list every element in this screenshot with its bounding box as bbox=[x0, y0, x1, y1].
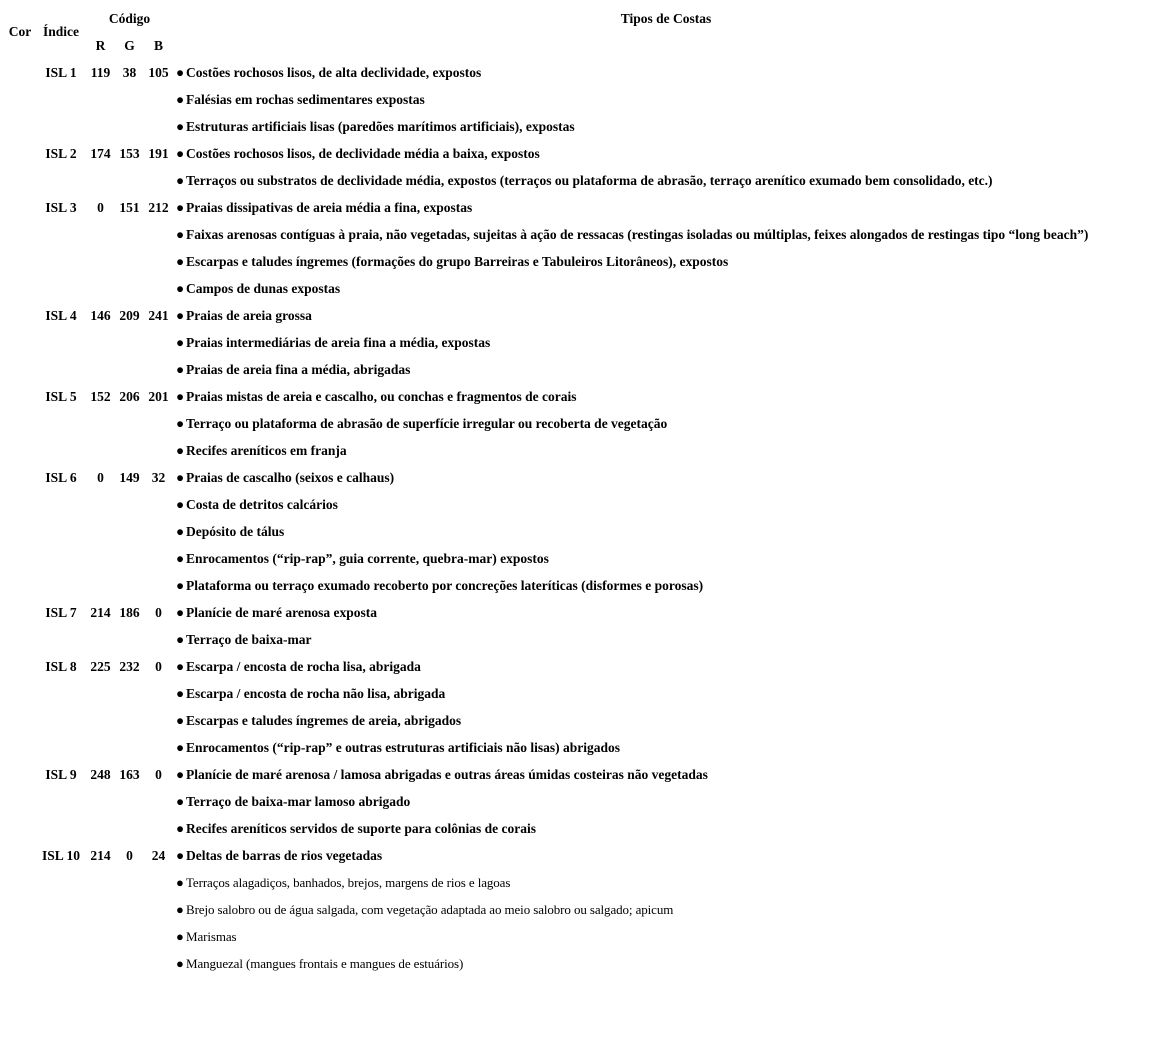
table-row bbox=[4, 761, 1159, 788]
coast-type-item bbox=[173, 194, 1159, 221]
coast-type-item bbox=[173, 626, 1159, 653]
bullet-icon: ● bbox=[176, 469, 185, 485]
isl-index: ISL 5 bbox=[45, 388, 77, 404]
coast-type-item bbox=[173, 545, 1159, 572]
empty-cell bbox=[115, 626, 144, 653]
coast-type-item bbox=[173, 491, 1159, 518]
table-row bbox=[4, 329, 1159, 356]
coast-type-text: Marismas bbox=[186, 928, 237, 944]
table-row bbox=[4, 410, 1159, 437]
isl-index: ISL 10 bbox=[42, 847, 80, 863]
empty-cell bbox=[115, 113, 144, 140]
empty-cell bbox=[86, 734, 115, 761]
isl-index: ISL 7 bbox=[45, 604, 77, 620]
coast-type-text: Recifes areníticos em franja bbox=[186, 442, 347, 458]
header-row-rgb bbox=[4, 32, 1159, 59]
table-row bbox=[4, 140, 1159, 167]
empty-cell bbox=[144, 923, 173, 950]
empty-cell bbox=[144, 869, 173, 896]
coast-type-text: Recifes areníticos servidos de suporte para colônias de corais bbox=[186, 820, 536, 836]
empty-cell bbox=[144, 356, 173, 383]
coast-type-item bbox=[173, 356, 1159, 383]
empty-cell bbox=[86, 275, 115, 302]
coast-type-item bbox=[173, 788, 1159, 815]
coast-type-text: Brejo salobro ou de água salgada, com vegetação adaptada ao meio salobro ou salgado; apicum bbox=[186, 901, 674, 917]
color-swatch bbox=[4, 140, 36, 194]
coast-type-text: Escarpa / encosta de rocha lisa, abrigada bbox=[186, 658, 421, 674]
empty-cell bbox=[36, 869, 86, 896]
table-row bbox=[4, 788, 1159, 815]
bullet-icon: ● bbox=[176, 199, 185, 215]
table-row bbox=[4, 842, 1159, 869]
bullet-icon: ● bbox=[176, 280, 185, 296]
coast-type-item bbox=[173, 923, 1159, 950]
bullet-icon: ● bbox=[176, 64, 185, 80]
empty-cell bbox=[144, 707, 173, 734]
empty-cell bbox=[115, 950, 144, 977]
empty-cell bbox=[36, 356, 86, 383]
empty-cell bbox=[36, 896, 86, 923]
coast-type-item bbox=[173, 518, 1159, 545]
rgb-r-value: 152 bbox=[90, 388, 111, 404]
table-row bbox=[4, 680, 1159, 707]
table-row bbox=[4, 167, 1159, 194]
coast-type-item bbox=[173, 950, 1159, 977]
empty-cell bbox=[144, 734, 173, 761]
bullet-icon: ● bbox=[176, 658, 185, 674]
coast-type-item bbox=[173, 302, 1159, 329]
coast-type-text: Praias de areia fina a média, abrigadas bbox=[186, 361, 411, 377]
header-indice: Índice bbox=[42, 24, 79, 39]
color-swatch bbox=[4, 302, 36, 383]
coast-type-text: Terraços alagadiços, banhados, brejos, margens de rios e lagoas bbox=[186, 874, 511, 890]
empty-cell bbox=[36, 518, 86, 545]
coast-type-text: Terraço de baixa-mar bbox=[186, 631, 312, 647]
table-row bbox=[4, 437, 1159, 464]
table-row bbox=[4, 923, 1159, 950]
empty-cell bbox=[86, 950, 115, 977]
empty-cell bbox=[36, 275, 86, 302]
coast-type-item bbox=[173, 410, 1159, 437]
empty-cell bbox=[86, 437, 115, 464]
isl-index: ISL 2 bbox=[45, 145, 77, 161]
empty-cell bbox=[36, 788, 86, 815]
header-codigo: Código bbox=[108, 10, 151, 26]
header-r: R bbox=[95, 37, 106, 53]
bullet-icon: ● bbox=[176, 442, 185, 458]
empty-cell bbox=[86, 518, 115, 545]
bullet-icon: ● bbox=[176, 145, 185, 161]
empty-cell bbox=[115, 248, 144, 275]
empty-cell bbox=[144, 680, 173, 707]
table-row bbox=[4, 896, 1159, 923]
table-row bbox=[4, 950, 1159, 977]
rgb-r-value: 248 bbox=[90, 766, 111, 782]
empty-cell bbox=[115, 896, 144, 923]
coast-type-text: Praias mistas de areia e cascalho, ou conchas e fragmentos de corais bbox=[186, 388, 577, 404]
coast-type-text: Terraço de baixa-mar lamoso abrigado bbox=[186, 793, 411, 809]
empty-cell bbox=[115, 815, 144, 842]
table-row bbox=[4, 221, 1159, 248]
empty-cell bbox=[36, 734, 86, 761]
header-tipos-spacer bbox=[173, 32, 1159, 59]
rgb-b-value: 0 bbox=[155, 658, 162, 674]
color-swatch bbox=[4, 761, 36, 842]
rgb-g-value: 232 bbox=[119, 658, 140, 674]
coast-type-item bbox=[173, 653, 1159, 680]
rgb-b-value: 32 bbox=[151, 469, 166, 485]
coast-type-item bbox=[173, 329, 1159, 356]
empty-cell bbox=[144, 518, 173, 545]
coast-type-item bbox=[173, 275, 1159, 302]
empty-cell bbox=[86, 707, 115, 734]
coast-type-item bbox=[173, 896, 1159, 923]
empty-cell bbox=[86, 923, 115, 950]
coast-type-text: Manguezal (mangues frontais e mangues de estuários) bbox=[186, 955, 464, 971]
empty-cell bbox=[115, 572, 144, 599]
color-swatch bbox=[4, 194, 36, 302]
empty-cell bbox=[36, 248, 86, 275]
empty-cell bbox=[115, 869, 144, 896]
empty-cell bbox=[86, 545, 115, 572]
coast-type-text: Escarpas e taludes íngremes (formações do grupo Barreiras e Tabuleiros Litorâneos), expostos bbox=[186, 253, 729, 269]
empty-cell bbox=[86, 329, 115, 356]
coast-type-item bbox=[173, 167, 1159, 194]
coast-type-text: Depósito de tálus bbox=[186, 523, 285, 539]
coast-type-item bbox=[173, 815, 1159, 842]
coast-type-text: Praias de areia grossa bbox=[186, 307, 312, 323]
table-row bbox=[4, 491, 1159, 518]
rgb-b-value: 24 bbox=[151, 847, 166, 863]
header-tipos-de-costas: Tipos de Costas bbox=[620, 10, 712, 26]
rgb-g-value: 0 bbox=[126, 847, 133, 863]
coast-type-item bbox=[173, 707, 1159, 734]
empty-cell bbox=[86, 680, 115, 707]
table-body bbox=[4, 59, 1159, 977]
empty-cell bbox=[144, 248, 173, 275]
coast-type-text: Planície de maré arenosa exposta bbox=[186, 604, 377, 620]
rgb-g-value: 186 bbox=[119, 604, 140, 620]
coast-type-text: Campos de dunas expostas bbox=[186, 280, 341, 296]
coast-type-text: Costa de detritos calcários bbox=[186, 496, 338, 512]
empty-cell bbox=[144, 437, 173, 464]
color-swatch bbox=[4, 842, 36, 977]
empty-cell bbox=[36, 545, 86, 572]
table-row bbox=[4, 59, 1159, 86]
table-row bbox=[4, 464, 1159, 491]
table-row bbox=[4, 248, 1159, 275]
empty-cell bbox=[144, 410, 173, 437]
isl-index: ISL 9 bbox=[45, 766, 77, 782]
coast-type-item bbox=[173, 248, 1159, 275]
coast-type-item bbox=[173, 437, 1159, 464]
coast-type-text: Terraços ou substratos de declividade média, expostos (terraços ou plataforma de abrasão, terraço arenítico exumado bem consolidado, etc.) bbox=[186, 172, 993, 188]
table-row bbox=[4, 302, 1159, 329]
coast-type-item bbox=[173, 113, 1159, 140]
empty-cell bbox=[115, 86, 144, 113]
bullet-icon: ● bbox=[176, 523, 185, 539]
empty-cell bbox=[144, 950, 173, 977]
coast-type-text: Planície de maré arenosa / lamosa abrigadas e outras áreas úmidas costeiras não vegetadas bbox=[186, 766, 708, 782]
coast-type-text: Deltas de barras de rios vegetadas bbox=[186, 847, 383, 863]
empty-cell bbox=[36, 626, 86, 653]
empty-cell bbox=[86, 869, 115, 896]
rgb-g-value: 209 bbox=[119, 307, 140, 323]
bullet-icon: ● bbox=[176, 307, 185, 323]
empty-cell bbox=[86, 86, 115, 113]
isl-index: ISL 8 bbox=[45, 658, 77, 674]
empty-cell bbox=[36, 221, 86, 248]
empty-cell bbox=[115, 275, 144, 302]
empty-cell bbox=[144, 545, 173, 572]
coast-type-item bbox=[173, 761, 1159, 788]
empty-cell bbox=[115, 788, 144, 815]
empty-cell bbox=[86, 896, 115, 923]
bullet-icon: ● bbox=[176, 172, 185, 188]
bullet-icon: ● bbox=[176, 577, 185, 593]
empty-cell bbox=[86, 356, 115, 383]
coast-type-item bbox=[173, 383, 1159, 410]
bullet-icon: ● bbox=[176, 604, 185, 620]
empty-cell bbox=[144, 167, 173, 194]
bullet-icon: ● bbox=[176, 820, 185, 836]
empty-cell bbox=[144, 113, 173, 140]
empty-cell bbox=[115, 329, 144, 356]
table-row bbox=[4, 86, 1159, 113]
rgb-g-value: 151 bbox=[119, 199, 140, 215]
empty-cell bbox=[36, 167, 86, 194]
coast-type-text: Faixas arenosas contíguas à praia, não vegetadas, sujeitas à ação de ressacas (restingas isoladas ou múltiplas, feixes alongados de restingas tipo “long beach”) bbox=[186, 226, 1089, 242]
isl-index: ISL 6 bbox=[45, 469, 77, 485]
empty-cell bbox=[115, 491, 144, 518]
empty-cell bbox=[144, 491, 173, 518]
color-swatch bbox=[4, 59, 36, 140]
coast-type-text: Enrocamentos (“rip-rap” e outras estruturas artificiais não lisas) abrigados bbox=[186, 739, 620, 755]
empty-cell bbox=[36, 815, 86, 842]
table-row bbox=[4, 545, 1159, 572]
rgb-g-value: 38 bbox=[122, 64, 137, 80]
empty-cell bbox=[36, 329, 86, 356]
isl-index: ISL 3 bbox=[45, 199, 77, 215]
empty-cell bbox=[144, 896, 173, 923]
coast-type-text: Plataforma ou terraço exumado recoberto por concreções lateríticas (disformes e porosas) bbox=[186, 577, 704, 593]
bullet-icon: ● bbox=[176, 388, 185, 404]
rgb-b-value: 0 bbox=[155, 766, 162, 782]
empty-cell bbox=[115, 221, 144, 248]
table-header bbox=[4, 5, 1159, 59]
table-row bbox=[4, 518, 1159, 545]
empty-cell bbox=[36, 437, 86, 464]
table-row bbox=[4, 113, 1159, 140]
empty-cell bbox=[115, 437, 144, 464]
coast-type-item bbox=[173, 842, 1159, 869]
bullet-icon: ● bbox=[176, 226, 185, 242]
table-row bbox=[4, 734, 1159, 761]
color-swatch bbox=[4, 599, 36, 653]
header-cor: Cor bbox=[8, 24, 32, 39]
coast-type-text: Falésias em rochas sedimentares expostas bbox=[186, 91, 425, 107]
empty-cell bbox=[36, 113, 86, 140]
coast-type-item bbox=[173, 572, 1159, 599]
isl-index: ISL 1 bbox=[45, 64, 77, 80]
empty-cell bbox=[86, 815, 115, 842]
empty-cell bbox=[144, 329, 173, 356]
coast-type-text: Praias dissipativas de areia média a fina, expostas bbox=[186, 199, 473, 215]
empty-cell bbox=[86, 626, 115, 653]
bullet-icon: ● bbox=[176, 550, 185, 566]
coast-type-text: Terraço ou plataforma de abrasão de superfície irregular ou recoberta de vegetação bbox=[186, 415, 668, 431]
coast-type-item bbox=[173, 464, 1159, 491]
coast-type-item bbox=[173, 734, 1159, 761]
empty-cell bbox=[115, 167, 144, 194]
empty-cell bbox=[86, 221, 115, 248]
bullet-icon: ● bbox=[176, 901, 184, 917]
empty-cell bbox=[144, 788, 173, 815]
empty-cell bbox=[36, 410, 86, 437]
bullet-icon: ● bbox=[176, 793, 185, 809]
empty-cell bbox=[115, 518, 144, 545]
rgb-r-value: 119 bbox=[90, 64, 111, 80]
bullet-icon: ● bbox=[176, 361, 185, 377]
empty-cell bbox=[86, 248, 115, 275]
bullet-icon: ● bbox=[176, 712, 185, 728]
empty-cell bbox=[115, 410, 144, 437]
rgb-r-value: 0 bbox=[97, 199, 104, 215]
coast-type-text: Praias intermediárias de areia fina a média, expostas bbox=[186, 334, 491, 350]
color-swatch bbox=[4, 653, 36, 761]
table-row bbox=[4, 194, 1159, 221]
bullet-icon: ● bbox=[176, 766, 185, 782]
empty-cell bbox=[36, 950, 86, 977]
empty-cell bbox=[86, 113, 115, 140]
coast-type-item bbox=[173, 86, 1159, 113]
empty-cell bbox=[36, 491, 86, 518]
empty-cell bbox=[36, 923, 86, 950]
rgb-r-value: 225 bbox=[90, 658, 111, 674]
color-swatch bbox=[4, 383, 36, 464]
empty-cell bbox=[144, 86, 173, 113]
isl-index: ISL 4 bbox=[45, 307, 77, 323]
empty-cell bbox=[144, 572, 173, 599]
coast-type-text: Estruturas artificiais lisas (paredões marítimos artificiais), expostas bbox=[186, 118, 575, 134]
bullet-icon: ● bbox=[176, 739, 185, 755]
rgb-b-value: 241 bbox=[148, 307, 169, 323]
rgb-b-value: 0 bbox=[155, 604, 162, 620]
bullet-icon: ● bbox=[176, 118, 185, 134]
coast-type-text: Costões rochosos lisos, de alta declividade, expostos bbox=[186, 64, 482, 80]
header-b: B bbox=[153, 37, 163, 53]
bullet-icon: ● bbox=[176, 415, 185, 431]
rgb-g-value: 149 bbox=[119, 469, 140, 485]
bullet-icon: ● bbox=[176, 631, 185, 647]
empty-cell bbox=[36, 572, 86, 599]
empty-cell bbox=[144, 221, 173, 248]
header-g: G bbox=[124, 37, 135, 53]
rgb-g-value: 163 bbox=[119, 766, 140, 782]
header-row-top bbox=[4, 5, 1159, 32]
coast-type-item bbox=[173, 140, 1159, 167]
rgb-r-value: 214 bbox=[90, 604, 111, 620]
empty-cell bbox=[86, 167, 115, 194]
rgb-b-value: 191 bbox=[148, 145, 169, 161]
bullet-icon: ● bbox=[176, 928, 184, 944]
empty-cell bbox=[115, 707, 144, 734]
empty-cell bbox=[115, 545, 144, 572]
coast-type-text: Escarpa / encosta de rocha não lisa, abrigada bbox=[186, 685, 446, 701]
table-row bbox=[4, 572, 1159, 599]
bullet-icon: ● bbox=[176, 955, 184, 971]
bullet-icon: ● bbox=[176, 496, 185, 512]
color-swatch bbox=[4, 464, 36, 599]
coast-type-text: Costões rochosos lisos, de declividade média a baixa, expostos bbox=[186, 145, 540, 161]
rgb-r-value: 174 bbox=[90, 145, 111, 161]
rgb-g-value: 153 bbox=[119, 145, 140, 161]
coast-type-text: Praias de cascalho (seixos e calhaus) bbox=[186, 469, 395, 485]
table-row bbox=[4, 815, 1159, 842]
empty-cell bbox=[86, 788, 115, 815]
coast-type-item bbox=[173, 221, 1159, 248]
empty-cell bbox=[36, 86, 86, 113]
rgb-b-value: 105 bbox=[148, 64, 169, 80]
coast-type-text: Escarpas e taludes íngremes de areia, abrigados bbox=[186, 712, 462, 728]
rgb-b-value: 201 bbox=[148, 388, 169, 404]
bullet-icon: ● bbox=[176, 334, 185, 350]
table-row bbox=[4, 626, 1159, 653]
coast-type-text: Enrocamentos (“rip-rap”, guia corrente, quebra-mar) expostos bbox=[186, 550, 549, 566]
empty-cell bbox=[115, 734, 144, 761]
empty-cell bbox=[115, 680, 144, 707]
isl-classification-table bbox=[4, 5, 1159, 977]
rgb-r-value: 146 bbox=[90, 307, 111, 323]
table-row bbox=[4, 653, 1159, 680]
table-row bbox=[4, 707, 1159, 734]
empty-cell bbox=[144, 275, 173, 302]
empty-cell bbox=[36, 680, 86, 707]
table-row bbox=[4, 275, 1159, 302]
empty-cell bbox=[115, 923, 144, 950]
bullet-icon: ● bbox=[176, 874, 184, 890]
empty-cell bbox=[144, 815, 173, 842]
table-row bbox=[4, 869, 1159, 896]
rgb-g-value: 206 bbox=[119, 388, 140, 404]
empty-cell bbox=[36, 707, 86, 734]
empty-cell bbox=[86, 410, 115, 437]
coast-type-item bbox=[173, 599, 1159, 626]
coast-type-item bbox=[173, 59, 1159, 86]
coast-type-item bbox=[173, 680, 1159, 707]
empty-cell bbox=[86, 572, 115, 599]
rgb-b-value: 212 bbox=[148, 199, 169, 215]
bullet-icon: ● bbox=[176, 847, 185, 863]
empty-cell bbox=[115, 356, 144, 383]
table-row bbox=[4, 383, 1159, 410]
table-row bbox=[4, 599, 1159, 626]
coast-type-item bbox=[173, 869, 1159, 896]
empty-cell bbox=[144, 626, 173, 653]
rgb-r-value: 214 bbox=[90, 847, 111, 863]
table-row bbox=[4, 356, 1159, 383]
rgb-r-value: 0 bbox=[97, 469, 104, 485]
empty-cell bbox=[86, 491, 115, 518]
bullet-icon: ● bbox=[176, 253, 185, 269]
bullet-icon: ● bbox=[176, 91, 185, 107]
bullet-icon: ● bbox=[176, 685, 185, 701]
